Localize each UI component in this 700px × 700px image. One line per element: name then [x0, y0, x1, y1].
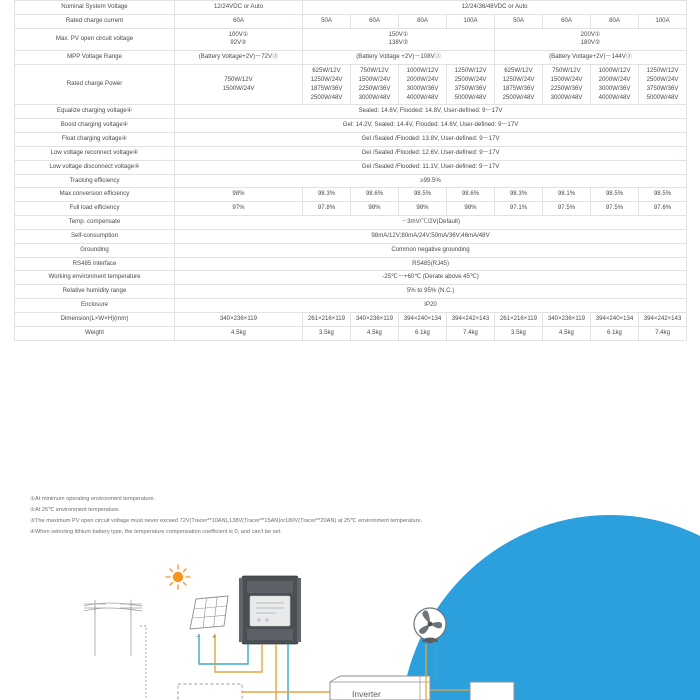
cell-line: 1875W/36V — [310, 84, 343, 92]
table-cell: Sealed: 14.6V, Flooded: 14.8V, User-defined: 9～17V — [175, 105, 687, 119]
table-row — [15, 174, 687, 188]
table-row — [15, 257, 687, 271]
row-label: Tracking efficiency — [15, 174, 175, 188]
table-cell — [639, 65, 687, 105]
row-label: Grounding — [15, 243, 175, 257]
cell-line: 2000W/24V — [406, 75, 439, 83]
row-label: RS485 interface — [15, 257, 175, 271]
cell-line: 2500W/48V — [310, 93, 343, 101]
specification-table-body — [15, 1, 687, 341]
battery-icon — [178, 684, 242, 700]
table-cell: (Battery Voltage +2V)～108V③ — [303, 51, 495, 65]
ac-load-box-icon — [470, 682, 514, 700]
cell-line: 138V② — [388, 39, 409, 47]
table-cell: 98.6% — [447, 188, 495, 202]
cell-line: 3000W/36V — [598, 84, 631, 92]
svg-text:+: + — [212, 632, 217, 641]
table-cell: 12/24/36/48VDC or Auto — [303, 1, 687, 15]
cell-line: 3750W/36V — [454, 84, 487, 92]
cell-line: 1500W/24V — [222, 84, 255, 92]
sun-icon — [166, 565, 190, 589]
row-label: Boost charging voltage④ — [15, 119, 175, 133]
row-label: Self-consumption — [15, 229, 175, 243]
table-row — [15, 271, 687, 285]
fan-load-icon — [414, 608, 446, 643]
table-cell: 100A — [447, 14, 495, 28]
table-cell: 6.1kg — [591, 326, 639, 340]
cell-line: 750W/12V — [552, 67, 581, 75]
table-row — [15, 65, 687, 105]
cell-line: 3000W/48V — [550, 93, 583, 101]
table-cell: 261×216×119 — [303, 312, 351, 326]
table-cell: 261×216×119 — [495, 312, 543, 326]
cell-line: 5000W/48V — [646, 93, 679, 101]
table-row — [15, 105, 687, 119]
table-cell: 97% — [175, 202, 303, 216]
cell-line: 1500W/24V — [550, 75, 583, 83]
table-cell: 340×236×119 — [351, 312, 399, 326]
table-cell: IP20 — [175, 299, 687, 313]
table-cell: Gel /Sealed /Flooded: 12.6V, User-defined: 9～17V — [175, 146, 687, 160]
specification-table-container — [14, 0, 686, 341]
inverter-icon — [330, 676, 430, 700]
row-label: Full load efficiency — [15, 202, 175, 216]
cell-line: 4000W/48V — [598, 93, 631, 101]
table-cell: 97.5% — [543, 202, 591, 216]
table-row — [15, 326, 687, 340]
table-cell: 394×240×134 — [399, 312, 447, 326]
footnote-2: ②At 25℃ environment temperature. — [30, 506, 120, 513]
table-cell — [351, 65, 399, 105]
table-cell: 7.4kg — [639, 326, 687, 340]
table-cell: 98.5% — [639, 188, 687, 202]
cell-line: 750W/12V — [224, 75, 253, 83]
table-cell: 4.5kg — [175, 326, 303, 340]
footnote-1: ①At minimum operating environment temperature. — [30, 496, 156, 502]
cell-line: 2000W/24V — [598, 75, 631, 83]
table-row — [15, 28, 687, 51]
cell-line: 5000W/48V — [454, 93, 487, 101]
table-cell: (Battery Voltage+2V)～72V③ — [175, 51, 303, 65]
cell-line: 1875W/36V — [502, 84, 535, 92]
inverter-label: Inverter — [352, 689, 381, 699]
table-cell: －3mV/℃/2V(Default) — [175, 216, 687, 230]
table-cell: 4.5kg — [351, 326, 399, 340]
table-cell — [495, 28, 687, 51]
table-row — [15, 1, 687, 15]
row-label: Dimension(L×W×H)(mm) — [15, 312, 175, 326]
row-label: Nominal System Voltage — [15, 1, 175, 15]
cell-line: 1000W/12V — [598, 67, 631, 75]
table-cell: 394×240×134 — [591, 312, 639, 326]
table-cell: 3.5kg — [303, 326, 351, 340]
table-cell — [175, 28, 303, 51]
table-cell: 98.1% — [543, 188, 591, 202]
table-row — [15, 14, 687, 28]
cell-line: 2500W/24V — [646, 75, 679, 83]
cell-line: 1000W/12V — [406, 67, 439, 75]
cell-line: 150V① — [388, 30, 409, 38]
row-label: Max.conversion efficiency — [15, 188, 175, 202]
row-label: Low voltage reconnect voltage④ — [15, 146, 175, 160]
table-cell: 50A — [495, 14, 543, 28]
table-cell: 98.5% — [399, 188, 447, 202]
table-cell: 97.8% — [303, 202, 351, 216]
table-cell — [447, 65, 495, 105]
table-row — [15, 119, 687, 133]
table-cell: 98mA/12V;80mA/24V;50mA/36V;46mA/48V — [175, 229, 687, 243]
footnote-4: ④When selecting lithium battery type, the temperature compensation coefficient is 0, and can't be set. — [30, 528, 282, 535]
utility-pole-icon — [84, 600, 142, 656]
table-cell: Common negative grounding — [175, 243, 687, 257]
table-cell: 98% — [399, 202, 447, 216]
table-cell: 97.6% — [639, 202, 687, 216]
table-row — [15, 285, 687, 299]
row-label: Float charging voltage④ — [15, 133, 175, 147]
table-cell: 98% — [447, 202, 495, 216]
table-row — [15, 229, 687, 243]
cell-line: 2500W/24V — [454, 75, 487, 83]
table-cell: 98.6% — [351, 188, 399, 202]
cell-line: 625W/12V — [312, 67, 341, 75]
table-cell: 98.3% — [303, 188, 351, 202]
table-cell — [495, 65, 543, 105]
cell-line: 1500W/24V — [358, 75, 391, 83]
table-cell: 394×242×143 — [639, 312, 687, 326]
table-row — [15, 160, 687, 174]
table-cell: 6.1kg — [399, 326, 447, 340]
table-cell: 98% — [175, 188, 303, 202]
row-label: Low voltage disconnect voltage④ — [15, 160, 175, 174]
table-cell: RS485(RJ45) — [175, 257, 687, 271]
footnotes-block — [30, 494, 670, 538]
row-label: Rated charge current — [15, 14, 175, 28]
table-cell: 80A — [591, 14, 639, 28]
table-cell — [175, 65, 303, 105]
table-cell: 98.3% — [495, 188, 543, 202]
charge-controller-icon — [239, 576, 301, 644]
table-cell — [303, 28, 495, 51]
table-cell: 3.5kg — [495, 326, 543, 340]
specification-table — [14, 0, 687, 341]
cell-line: 180V② — [580, 39, 601, 47]
cell-line: 2250W/36V — [358, 84, 391, 92]
cell-line: 3750W/36V — [646, 84, 679, 92]
table-cell: ≥99.5% — [175, 174, 687, 188]
cell-line: 92V② — [230, 39, 247, 47]
cell-line: 1250W/24V — [502, 75, 535, 83]
table-cell — [399, 65, 447, 105]
table-row — [15, 188, 687, 202]
row-label: Relative humidity range — [15, 285, 175, 299]
solar-panel-icon — [190, 596, 228, 641]
table-cell: (Battery Voltage+2V)～144V③ — [495, 51, 687, 65]
table-cell: 394×242×143 — [447, 312, 495, 326]
cell-line: 100V① — [228, 30, 249, 38]
table-cell: 12/24VDC or Auto — [175, 1, 303, 15]
row-label: Temp. compensate — [15, 216, 175, 230]
table-cell: Gel /Sealed /Flooded: 11.1V, User-defined: 9～17V — [175, 160, 687, 174]
cell-line: 3000W/48V — [358, 93, 391, 101]
table-row — [15, 243, 687, 257]
table-cell: Gel: 14.2V, Sealed: 14.4V, Flooded: 14.6V, User-defined: 9～17V — [175, 119, 687, 133]
table-cell: 7.4kg — [447, 326, 495, 340]
cell-line: 1250W/12V — [454, 67, 487, 75]
table-cell: -25℃～+60℃ (Derate above 45℃) — [175, 271, 687, 285]
table-row — [15, 133, 687, 147]
svg-text:−: − — [196, 634, 201, 641]
table-row — [15, 299, 687, 313]
table-row — [15, 146, 687, 160]
table-row — [15, 216, 687, 230]
row-label: MPP Voltage Range — [15, 51, 175, 65]
table-cell: 100A — [639, 14, 687, 28]
table-cell: 98% — [351, 202, 399, 216]
row-label: Equalize charging voltage④ — [15, 105, 175, 119]
row-label: Max. PV open circuit voltage — [15, 28, 175, 51]
cell-line: 625W/12V — [504, 67, 533, 75]
row-label: Enclosure — [15, 299, 175, 313]
table-cell: 98.5% — [591, 188, 639, 202]
table-cell: 60A — [351, 14, 399, 28]
table-cell: 60A — [175, 14, 303, 28]
cell-line: 750W/12V — [360, 67, 389, 75]
table-cell: 5% to 95% (N.C.) — [175, 285, 687, 299]
row-label: Weight — [15, 326, 175, 340]
table-row — [15, 51, 687, 65]
cell-line: 1250W/24V — [310, 75, 343, 83]
cell-line: 2500W/48V — [502, 93, 535, 101]
table-cell: 60A — [543, 14, 591, 28]
table-cell: Gel /Sealed /Flooded: 13.8V, User-defined: 9～17V — [175, 133, 687, 147]
table-cell: 97.5% — [591, 202, 639, 216]
table-row — [15, 202, 687, 216]
table-cell: 50A — [303, 14, 351, 28]
table-cell — [543, 65, 591, 105]
system-wiring-diagram — [0, 556, 700, 700]
table-cell: 4.5kg — [543, 326, 591, 340]
table-cell: 340×236×119 — [543, 312, 591, 326]
table-cell: 80A — [399, 14, 447, 28]
footnote-3: ③The maximum PV open circuit voltage must never exceed 72V(Tracer**10AN),138V(Tracer**15AN)or180V(Tracer**20AN) at 25℃ environment temperature. — [30, 517, 423, 524]
table-cell — [303, 65, 351, 105]
pole-dotted-line — [140, 626, 146, 700]
cell-line: 1250W/12V — [646, 67, 679, 75]
table-cell: 97.1% — [495, 202, 543, 216]
cell-line: 2250W/36V — [550, 84, 583, 92]
table-cell — [591, 65, 639, 105]
row-label: Working environment temperature — [15, 271, 175, 285]
table-cell: 340×236×119 — [175, 312, 303, 326]
cell-line: 4000W/48V — [406, 93, 439, 101]
table-row — [15, 312, 687, 326]
row-label: Rated charge Power — [15, 65, 175, 105]
cell-line: 3000W/36V — [406, 84, 439, 92]
cell-line: 200V① — [580, 30, 601, 38]
